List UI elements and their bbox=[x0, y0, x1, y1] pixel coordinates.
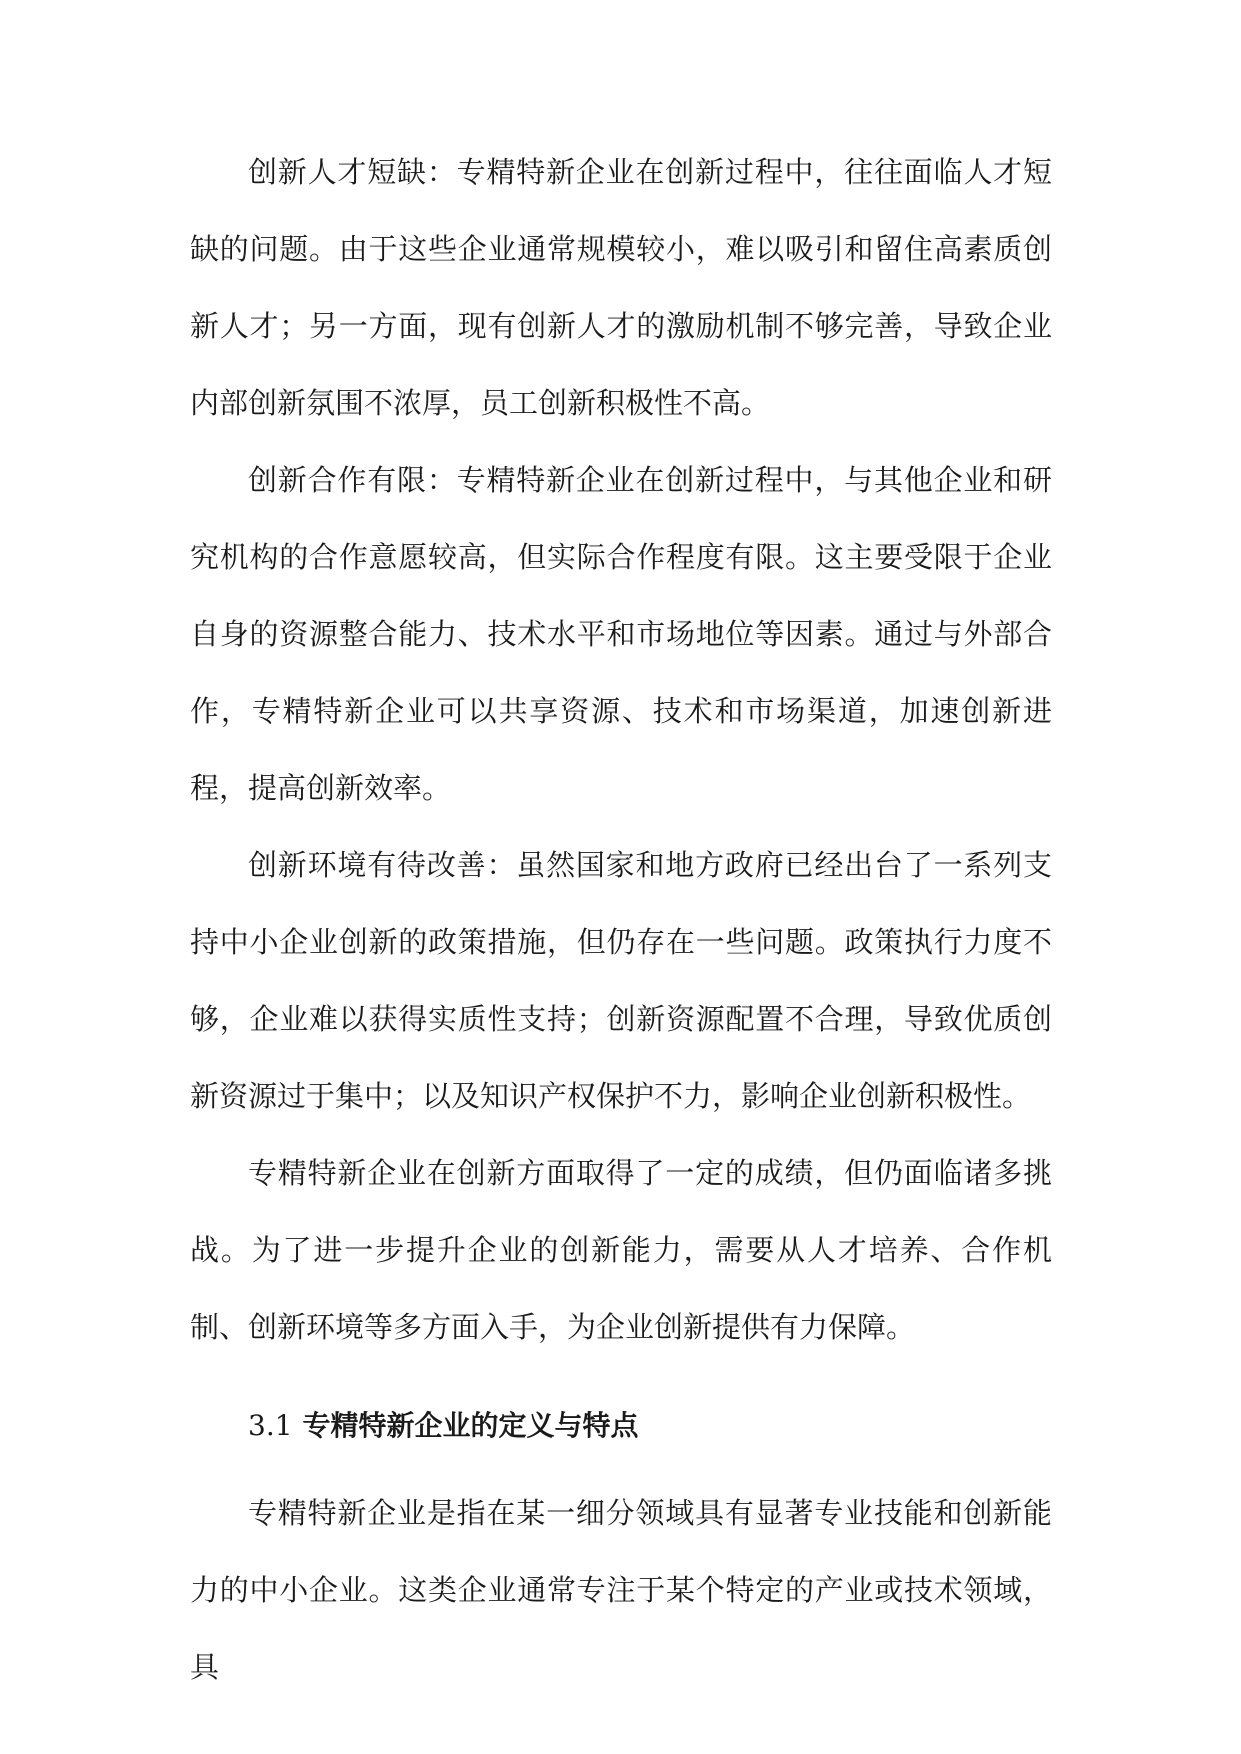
section-heading bbox=[190, 1376, 1052, 1475]
paragraph-talent-shortage: 创新人才短缺：专精特新企业在创新过程中，往往面临人才短缺的问题。由于这些企业通常规模较小，难以吸引和留住高素质创新人才；另一方面，现有创新人才的激励机制不够完善，导致企业内部创新氛围不浓厚，员工创新积极性不高。 bbox=[190, 155, 1052, 420]
section-title: 专精特新企业的定义与特点 bbox=[302, 1409, 639, 1442]
paragraph-summary: 专精特新企业在创新方面取得了一定的成绩，但仍面临诸多挑战。为了进一步提升企业的创新能力，需要从人才培养、合作机制、创新环境等多方面入手，为企业创新提供有力保障。 bbox=[190, 1156, 1052, 1344]
section-number: 3.1 bbox=[248, 1409, 293, 1442]
paragraph-limited-cooperation: 创新合作有限：专精特新企业在创新过程中，与其他企业和研究机构的合作意愿较高，但实际合作程度有限。这主要受限于企业自身的资源整合能力、技术水平和市场地位等因素。通过与外部合作，专精特新企业可以共享资源、技术和市场渠道，加速创新进程，提高创新效率。 bbox=[190, 463, 1052, 805]
paragraph-innovation-environment: 创新环境有待改善：虽然国家和地方政府已经出台了一系列支持中小企业创新的政策措施，但仍存在一些问题。政策执行力度不够，企业难以获得实质性支持；创新资源配置不合理，导致优质创新资源过于集中；以及知识产权保护不力，影响企业创新积极性。 bbox=[190, 848, 1052, 1113]
paragraph-definition: 专精特新企业是指在某一细分领域具有显著专业技能和创新能力的中小企业。这类企业通常专注于某个特定的产业或技术领域，具 bbox=[190, 1496, 1052, 1684]
page-content bbox=[190, 134, 1052, 1706]
